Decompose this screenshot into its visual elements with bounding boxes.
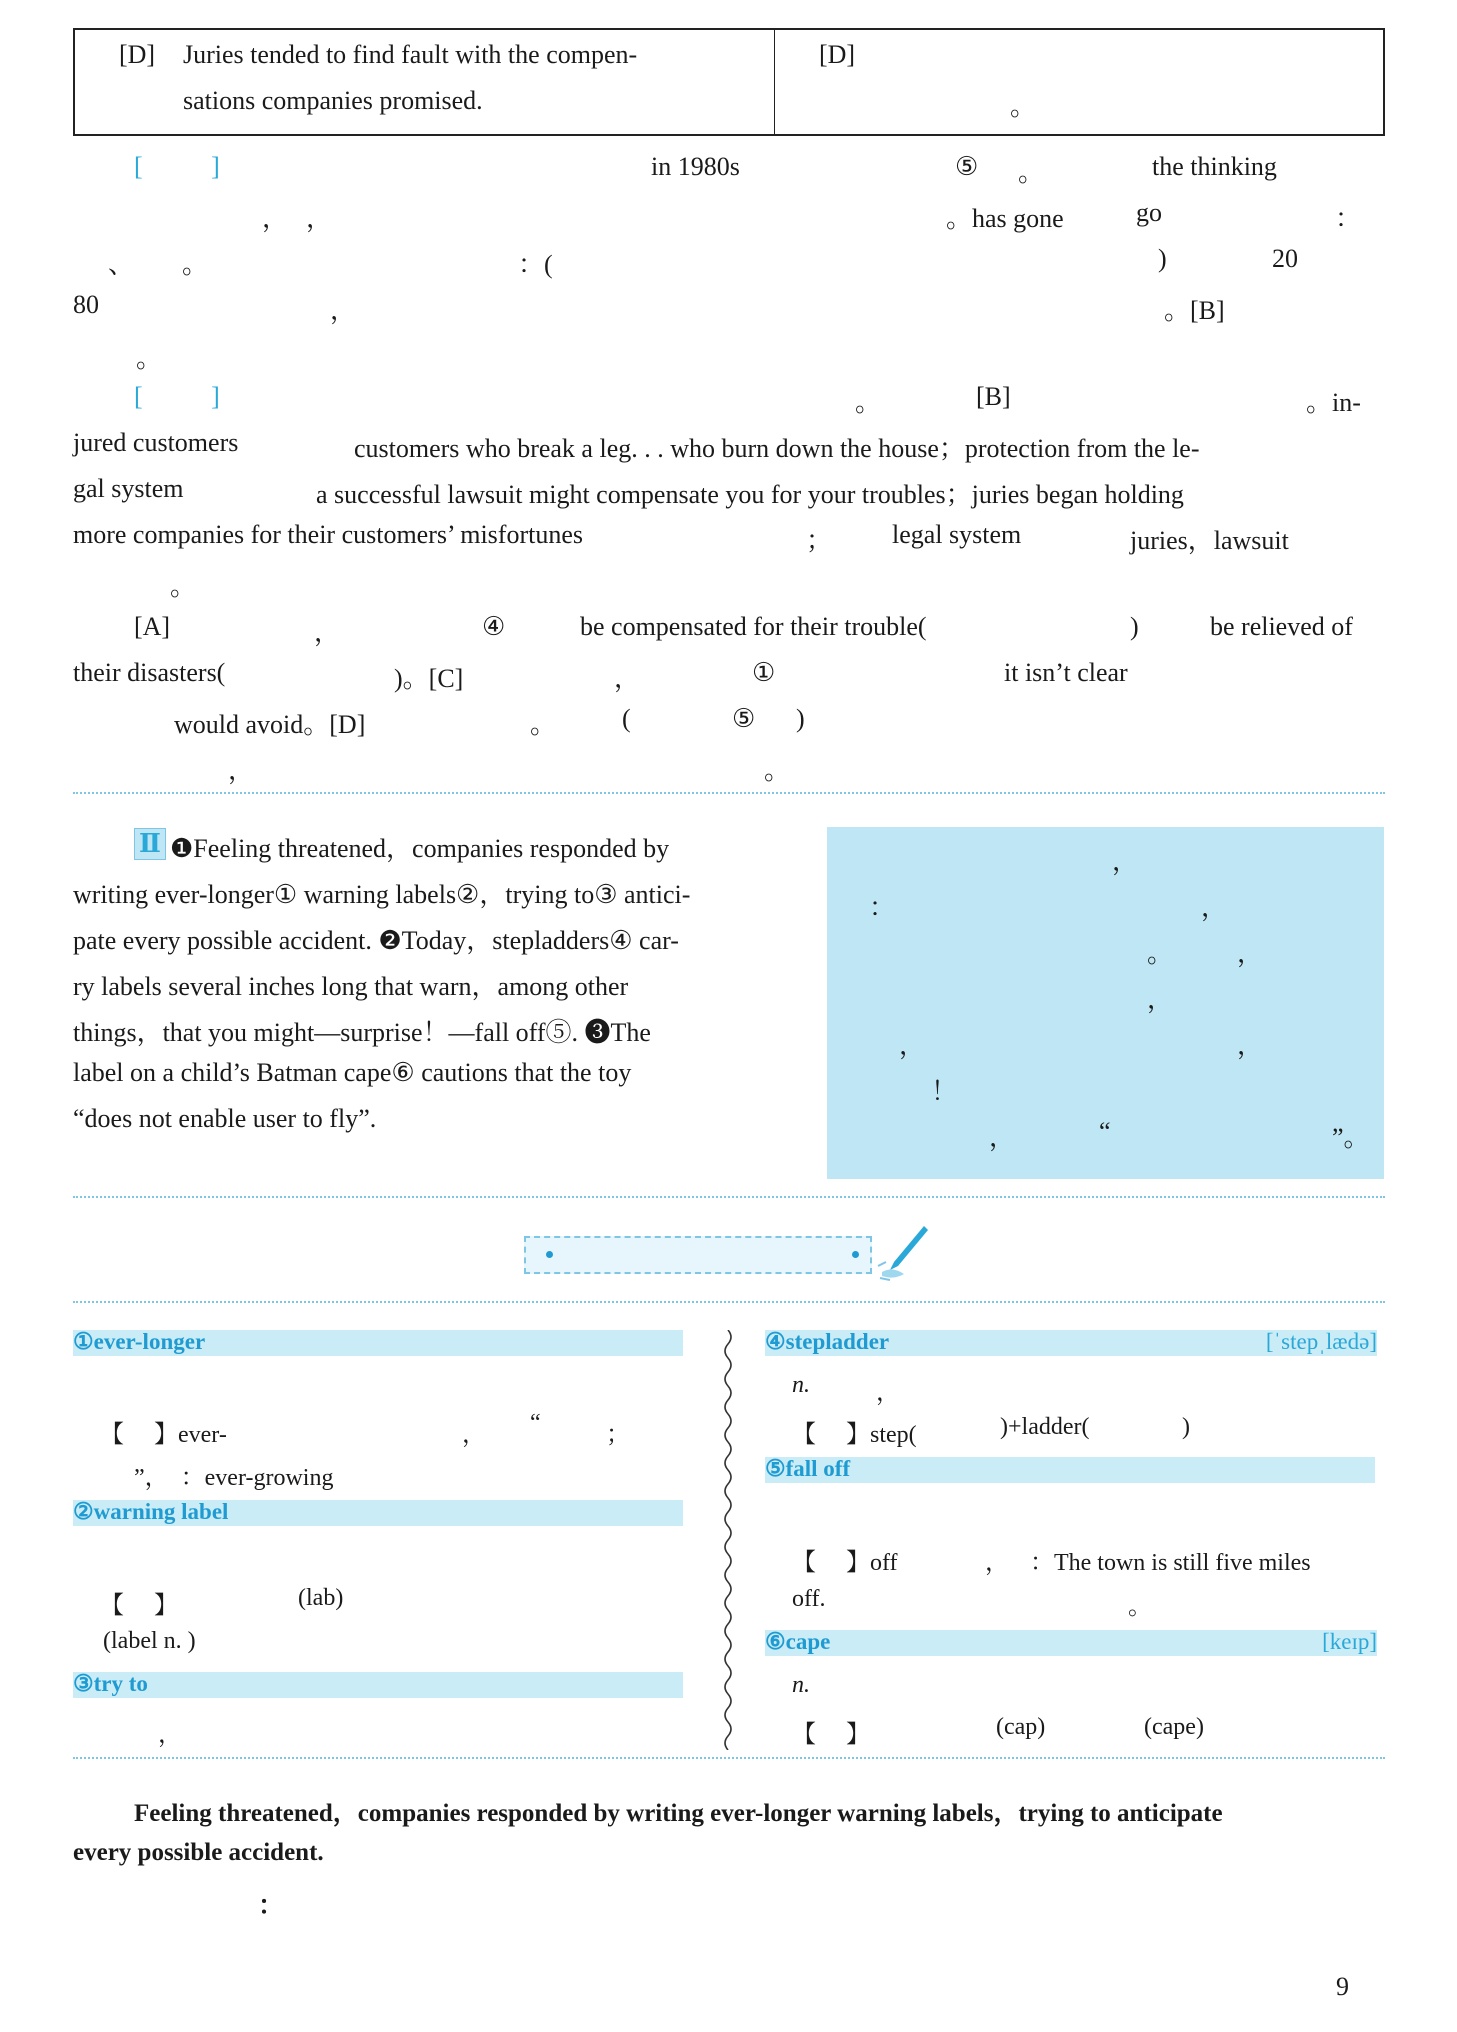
vocab-term: ⑤fall off <box>765 1456 851 1481</box>
text-fragment: juries，lawsuit <box>1130 526 1289 555</box>
punct-mark: ， <box>989 1123 1016 1152</box>
vocab-term: ①ever-longer <box>73 1329 206 1354</box>
text-fragment: ， <box>306 204 333 233</box>
vocab-note: (cape) <box>1144 1714 1204 1740</box>
vocab-heading <box>73 1672 683 1698</box>
text-fragment: gal system <box>73 474 184 503</box>
text-fragment: 。 <box>530 710 557 739</box>
punct-mark: ， <box>1201 893 1228 922</box>
right-option-label: [D] <box>819 40 856 69</box>
text-fragment: more companies for their customers’ misfortunes <box>73 520 583 549</box>
text-fragment: their disasters( <box>73 658 226 687</box>
text-fragment: 。 <box>855 388 882 417</box>
text-fragment: ) <box>1130 612 1139 641</box>
text-fragment: ④ <box>482 612 506 642</box>
text-fragment: 20 <box>1272 244 1298 273</box>
passage-line: label on a child’s Batman cape⑥ cautions that the toy <box>73 1058 632 1087</box>
section-number-badge: Ⅱ <box>134 828 166 860</box>
text-fragment: ， <box>314 618 341 647</box>
text-fragment: be compensated for their trouble( <box>580 612 927 641</box>
text-fragment: ； <box>806 526 833 555</box>
vocab-banner <box>524 1236 872 1274</box>
text-fragment: )。[C] <box>394 664 464 693</box>
vocab-note: “ <box>530 1410 541 1436</box>
section-divider <box>73 1196 1385 1198</box>
vocab-note: 。 <box>1128 1594 1152 1620</box>
text-fragment: 。in- <box>1306 388 1361 417</box>
text-fragment: be relieved of <box>1210 612 1353 641</box>
bracket-tag: [ ] <box>134 152 220 181</box>
text-fragment: 。 <box>182 250 209 279</box>
vocab-heading <box>73 1330 683 1356</box>
bracket-tag: [ ] <box>134 382 220 411</box>
text-fragment: ① <box>752 658 776 688</box>
page-number: 9 <box>1336 1972 1349 2001</box>
text-fragment: 。has gone <box>946 204 1064 233</box>
section-badge <box>134 828 166 860</box>
vocab-term: ②warning label <box>73 1499 229 1524</box>
left-option-text-line2: sations companies promised. <box>183 86 483 115</box>
vocab-note: ； <box>606 1422 630 1448</box>
vocab-note: ， <box>462 1422 486 1448</box>
vocab-note: ， <box>876 1380 900 1406</box>
vocab-term: ⑥cape <box>765 1629 831 1654</box>
left-option-label: [D] <box>119 40 156 69</box>
passage-line: things，that you might—surprise！—fall off⑤. ❸The <box>73 1018 651 1047</box>
punct-mark: ： <box>869 893 896 922</box>
punct-mark: ！ <box>931 1077 958 1106</box>
text-fragment: go <box>1136 198 1162 227</box>
passage-line: writing ever-longer① warning labels②，trying to③ antici- <box>73 880 691 909</box>
text-fragment: ， <box>262 204 289 233</box>
text-fragment: ， <box>614 664 641 693</box>
vocab-note: 【 】off <box>792 1550 898 1576</box>
left-option-text-line1: Juries tended to find fault with the compen- <box>183 40 638 69</box>
passage-line: “does not enable user to fly”. <box>73 1104 377 1133</box>
key-sentence-line: Feeling threatened，companies responded by writing ever-longer warning labels，trying to anticipate <box>134 1800 1223 1827</box>
vocab-note: ”， ：ever-growing <box>134 1465 334 1491</box>
vocab-note: n. <box>792 1672 810 1698</box>
text-fragment: ： <box>1335 204 1362 233</box>
text-fragment: a successful lawsuit might compensate you for your troubles；juries began holding <box>316 480 1184 509</box>
text-fragment: legal system <box>892 520 1022 549</box>
vocab-note: n. <box>792 1372 810 1398</box>
vocab-note: 【 】step( <box>792 1422 917 1448</box>
vocab-term: ④stepladder <box>765 1329 890 1354</box>
text-fragment: the thinking <box>1152 152 1277 181</box>
column-divider <box>718 1330 738 1750</box>
text-fragment: ⑤ <box>732 704 756 734</box>
punct-mark: ， <box>1237 939 1264 968</box>
punct-mark: ”。 <box>1332 1123 1370 1152</box>
vocab-note: ， <box>985 1550 1009 1576</box>
dot-icon <box>546 1251 553 1258</box>
text-fragment: customers who break a leg. . . who burn down the house；protection from the le- <box>354 434 1200 463</box>
text-fragment: it isn’t clear <box>1004 658 1128 687</box>
vocab-note: )+ladder( <box>1000 1414 1090 1440</box>
text-fragment: 、 <box>108 250 135 279</box>
passage-line: ❶Feeling threatened，companies responded by <box>170 834 670 863</box>
text-fragment: 。 <box>1018 158 1045 187</box>
text-fragment: 80 <box>73 290 99 319</box>
vocab-heading <box>765 1457 1375 1483</box>
punct-mark: ， <box>1237 1031 1264 1060</box>
text-fragment: 。 <box>764 756 791 785</box>
text-fragment: jured customers <box>73 428 239 457</box>
answer-table <box>73 28 1385 136</box>
passage-line: ry labels several inches long that warn，among other <box>73 972 629 1001</box>
text-fragment: 。 <box>170 572 197 601</box>
key-sentence-line: ： <box>258 1891 285 1920</box>
phonetic: [ˈstepˌlædə] <box>1265 1329 1377 1354</box>
translation-box <box>827 827 1384 1179</box>
key-sentence-line: every possible accident. <box>73 1839 324 1866</box>
text-fragment: in 1980s <box>651 152 740 181</box>
passage-line: pate every possible accident. ❷Today，stepladders④ car- <box>73 926 679 955</box>
punct-mark: ， <box>1147 985 1174 1014</box>
vocab-note: (lab) <box>298 1585 344 1611</box>
vocab-note: 【 】 <box>100 1593 178 1619</box>
vocab-heading <box>765 1330 1377 1356</box>
punct-mark: 。 <box>1147 939 1174 968</box>
vocab-note: ， <box>158 1722 182 1748</box>
vocab-note: ) <box>1182 1414 1190 1440</box>
section-divider <box>73 792 1385 794</box>
right-option-end: 。 <box>1010 92 1037 121</box>
text-fragment: 。[B] <box>1164 296 1225 325</box>
text-fragment: ：( <box>518 250 553 279</box>
text-fragment: ⑤ <box>955 152 979 182</box>
phonetic: [keɪp] <box>1322 1629 1377 1654</box>
text-fragment: ， <box>330 296 357 325</box>
punct-mark: ， <box>1112 847 1139 876</box>
punct-mark: “ <box>1099 1117 1111 1146</box>
text-fragment: ， <box>228 756 255 785</box>
section-divider <box>73 1757 1385 1759</box>
text-fragment: ) <box>796 704 805 733</box>
vocab-note: (cap) <box>996 1714 1046 1740</box>
text-fragment: ( <box>622 704 631 733</box>
text-fragment: ) <box>1158 244 1167 273</box>
pen-icon <box>876 1222 932 1282</box>
vocab-term: ③try to <box>73 1671 148 1696</box>
text-fragment: [B] <box>976 382 1011 411</box>
vocab-note: 【 】ever- <box>100 1422 227 1448</box>
text-fragment: 。 <box>136 344 163 373</box>
section-divider <box>73 1301 1385 1303</box>
vocab-note: 【 】 <box>792 1722 870 1748</box>
vocab-note: ：The town is still five miles <box>1030 1550 1311 1576</box>
table-divider <box>774 30 775 134</box>
vocab-note: (label n. ) <box>103 1628 196 1654</box>
text-fragment: [A] <box>134 612 171 641</box>
vocab-heading <box>765 1630 1377 1656</box>
dot-icon <box>852 1251 859 1258</box>
vocab-heading <box>73 1500 683 1526</box>
punct-mark: ， <box>899 1031 926 1060</box>
text-fragment: would avoid。[D] <box>174 710 366 739</box>
vocab-note: off. <box>792 1586 826 1612</box>
